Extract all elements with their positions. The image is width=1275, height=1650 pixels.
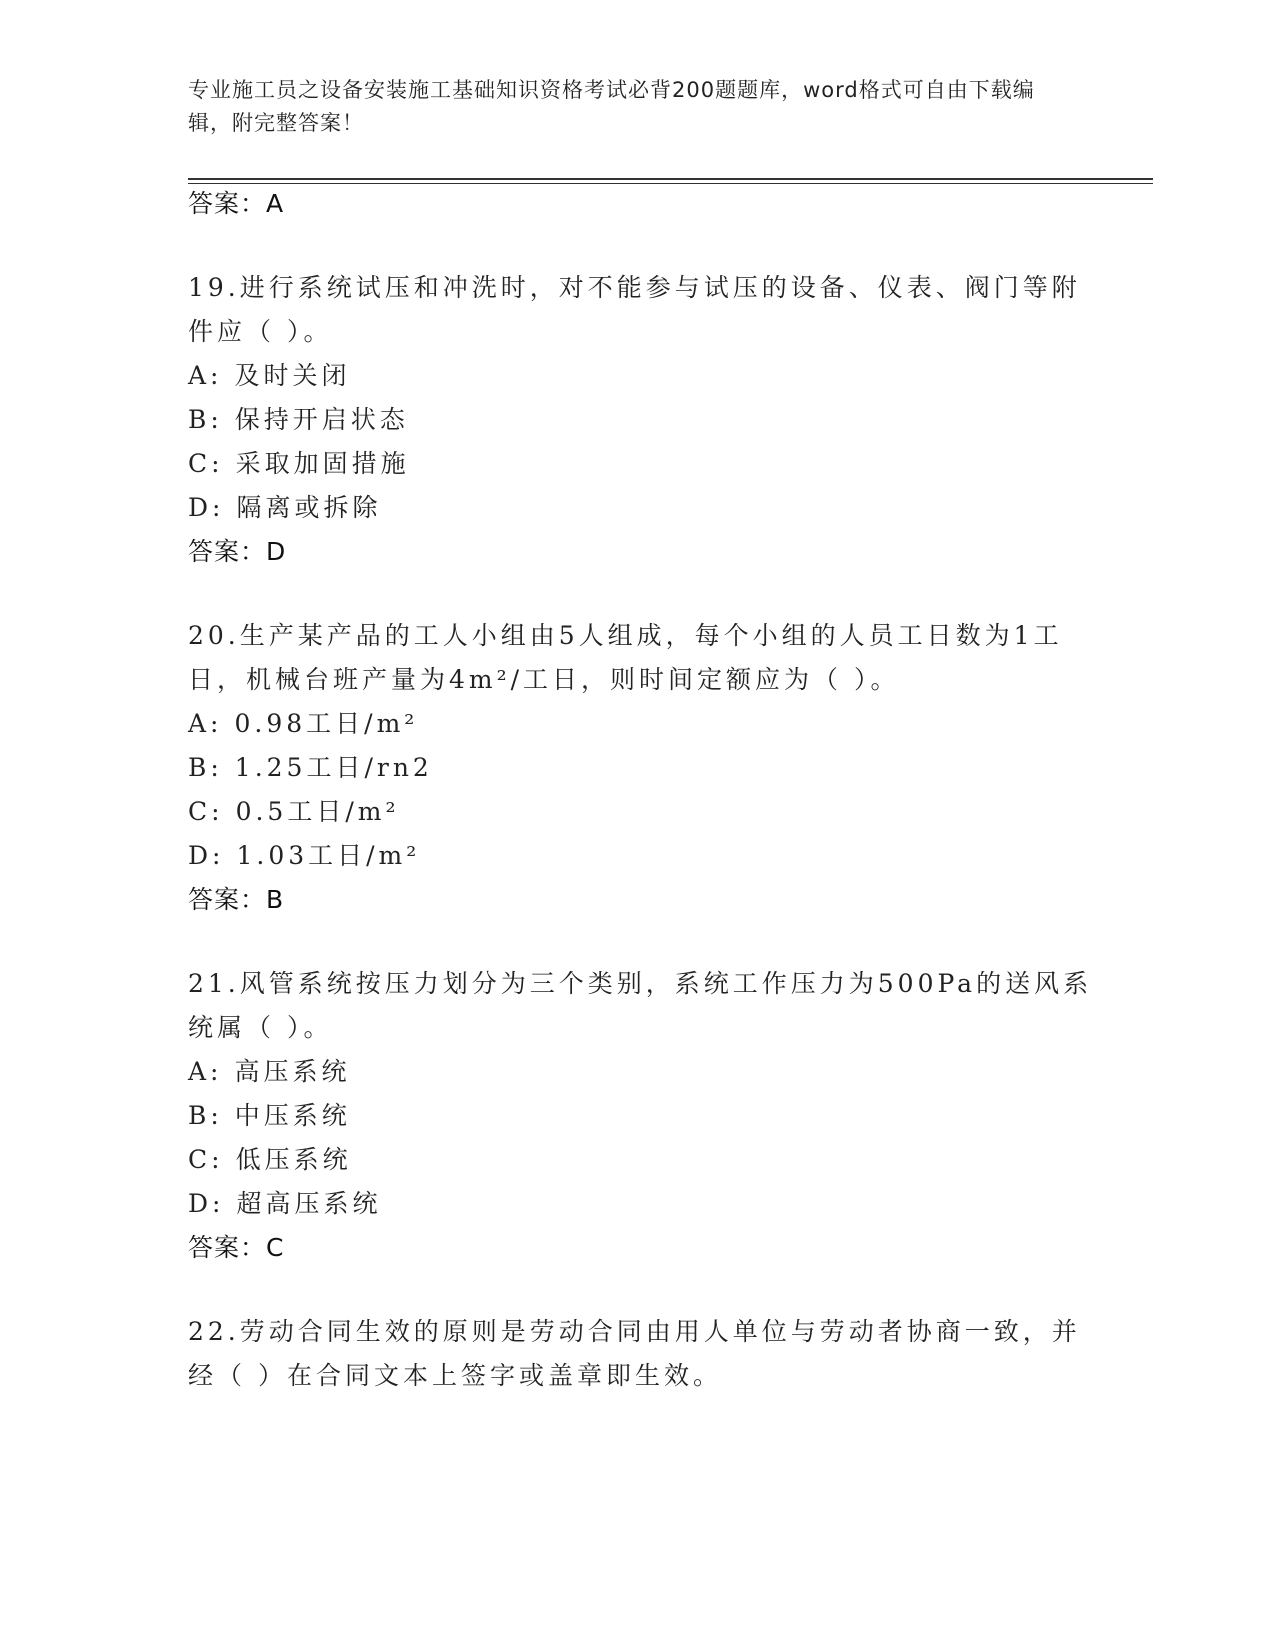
answer-q20: 答案：B: [188, 885, 285, 914]
question-20-option-a: [188, 708, 418, 740]
option-text: 采取加固措施: [235, 449, 410, 478]
question-21-option-c: [188, 1144, 352, 1176]
option-label: C:: [188, 449, 224, 478]
question-22-stem-line1: 22.劳动合同生效的原则是劳动合同由用人单位与劳动者协商一致，并: [188, 1317, 1081, 1346]
question-19-stem-line1: 19.进行系统试压和冲洗时，对不能参与试压的设备、仪表、阀门等附: [188, 273, 1081, 302]
header-divider-thin: [188, 183, 1153, 184]
option-text: 高压系统: [234, 1057, 351, 1086]
option-label: C:: [188, 1145, 224, 1174]
document-header: 专业施工员之设备安装施工基础知识资格考试必背200题题库，word格式可自由下载编辑，附完整答案！: [188, 78, 1035, 135]
option-text: 超高压系统: [236, 1189, 382, 1218]
option-text: 保持开启状态: [234, 405, 409, 434]
option-text: 中压系统: [234, 1101, 351, 1130]
question-19-option-a: [188, 360, 351, 392]
option-text: 0.5工日/m²: [235, 797, 400, 826]
answer-q21: 答案：C: [188, 1233, 285, 1262]
option-text: 1.03工日/m²: [236, 841, 421, 870]
option-text: 隔离或拆除: [236, 493, 382, 522]
answer-q19: 答案：D: [188, 537, 287, 566]
option-label: A:: [188, 709, 223, 738]
question-20-option-c: [188, 796, 399, 828]
option-text: 及时关闭: [234, 361, 351, 390]
question-19-stem-line2: 件应（ ）。: [188, 317, 333, 346]
question-21-option-b: [188, 1100, 351, 1132]
option-text: 1.25工日/rn2: [234, 753, 433, 782]
option-label: B:: [188, 405, 223, 434]
option-label: B:: [188, 753, 223, 782]
option-label: A:: [188, 1057, 223, 1086]
question-20-stem-line2: 日，机械台班产量为4m²/工日，则时间定额应为（ ）。: [188, 665, 900, 694]
answer-q18: 答案：A: [188, 189, 285, 218]
question-21-option-a: [188, 1056, 351, 1088]
question-19-option-b: [188, 404, 409, 436]
question-19-option-d: [188, 492, 381, 524]
header-divider-thick: [188, 178, 1153, 180]
option-label: D:: [188, 493, 225, 522]
question-20-option-b: [188, 752, 433, 784]
question-21-option-d: [188, 1188, 381, 1220]
option-label: D:: [188, 841, 225, 870]
question-22-stem-line2: 经（ ）在合同文本上签字或盖章即生效。: [188, 1361, 722, 1390]
option-label: D:: [188, 1189, 225, 1218]
question-20-stem-line1: 20.生产某产品的工人小组由5人组成，每个小组的人员工日数为1工: [188, 621, 1063, 650]
option-label: A:: [188, 361, 223, 390]
question-21-stem-line1: 21.风管系统按压力划分为三个类别，系统工作压力为500Pa的送风系: [188, 969, 1093, 998]
option-text: 0.98工日/m²: [234, 709, 419, 738]
option-label: B:: [188, 1101, 223, 1130]
option-text: 低压系统: [235, 1145, 352, 1174]
question-19-option-c: [188, 448, 410, 480]
option-label: C:: [188, 797, 224, 826]
question-20-option-d: [188, 840, 420, 872]
question-21-stem-line2: 统属（ ）。: [188, 1013, 333, 1042]
